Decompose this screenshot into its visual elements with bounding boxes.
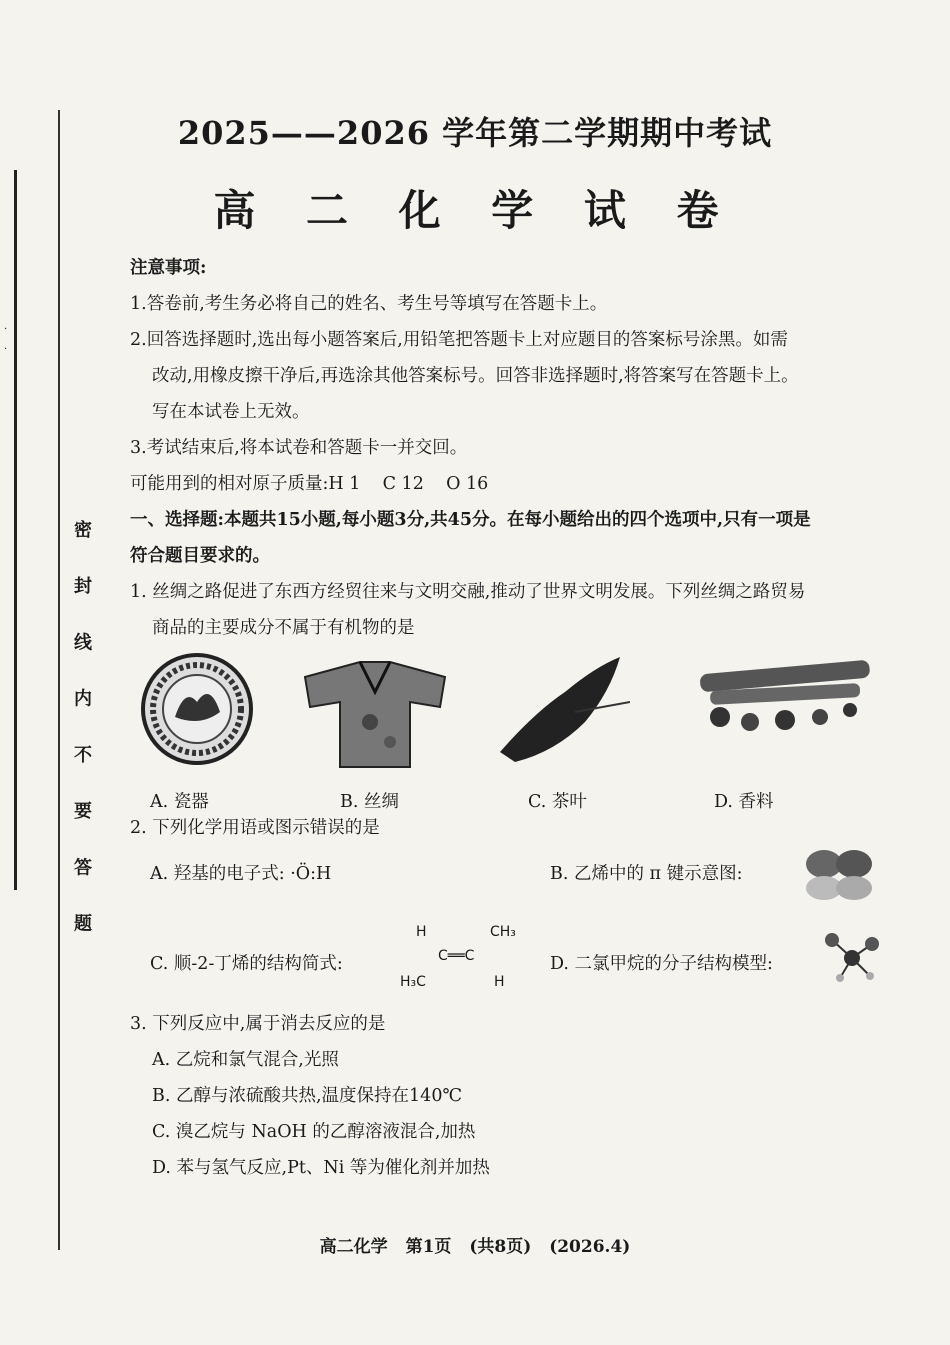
q2-option-d: D. 二氯甲烷的分子结构模型: — [550, 954, 773, 974]
notes-heading: 注意事项: — [130, 258, 207, 278]
q2-option-a: A. 羟基的电子式: ·Ö:H — [150, 864, 332, 884]
q3-option-c: C. 溴乙烷与 NaOH 的乙醇溶液混合,加热 — [152, 1122, 476, 1142]
exam-content — [130, 250, 920, 1186]
note-item: 3.考试结束后,将本试卷和答题卡一并交回。 — [130, 438, 468, 458]
footer-date: (2026.4) — [549, 1237, 631, 1257]
atomic-mass-line: 可能用到的相对原子质量:H 1 C 12 O 16 — [130, 474, 489, 494]
note-item: 2.回答选择题时,选出每小题答案后,用铅笔把答题卡上对应题目的答案标号涂黑。如需 — [130, 330, 788, 350]
margin-dots: · · — [4, 324, 8, 355]
margin-rule-thick — [14, 170, 17, 890]
q1-option-b: B. 丝绸 — [340, 792, 399, 812]
footer-total: (共8页) — [469, 1237, 532, 1257]
dichloromethane-model — [820, 926, 885, 991]
note-item: 写在本试卷上无效。 — [152, 402, 310, 422]
q1-stem: 1. 丝绸之路促进了东西方经贸往来与文明交融,推动了世界文明发展。下列丝绸之路贸易 — [130, 582, 806, 602]
q1-option-a: A. 瓷器 — [150, 792, 209, 812]
tea-leaves-image — [495, 652, 630, 767]
pi-bond-diagram — [802, 846, 877, 901]
porcelain-plate-image — [140, 652, 255, 767]
q2-options: A. 羟基的电子式: ·Ö:H B. 乙烯中的 π 键示意图: C. 顺-2-丁烯的结构简式: H CH₃ C══C H₃C H D. 二氯甲烷的分子结构模型: — [130, 846, 920, 1006]
silk-robe-image — [300, 652, 450, 772]
q1-option-d: D. 香料 — [714, 792, 774, 812]
note-item: 1.答卷前,考生务必将自己的姓名、考生号等填写在答题卡上。 — [130, 294, 608, 314]
q2-option-c: C. 顺-2-丁烯的结构简式: — [150, 954, 343, 974]
q2-option-b: B. 乙烯中的 π 键示意图: — [550, 864, 743, 884]
exam-title: 2025——2026 学年第二学期期中考试 — [177, 114, 773, 152]
q3-stem: 3. 下列反应中,属于消去反应的是 — [130, 1014, 386, 1034]
q3-option-a: A. 乙烷和氯气混合,光照 — [152, 1050, 339, 1070]
footer-subject: 高二化学 — [319, 1237, 388, 1257]
spices-image — [690, 652, 880, 742]
seal-line-notice: 密 封 线 内 不 要 答 题 — [71, 520, 92, 948]
exam-subject-title: 高 二 化 学 试 卷 — [213, 186, 737, 235]
note-item: 改动,用橡皮擦干净后,再选涂其他答案标号。回答非选择题时,将答案写在答题卡上。 — [152, 366, 799, 386]
page-footer — [0, 1232, 950, 1257]
footer-page: 第1页 — [405, 1237, 452, 1257]
section-heading: 一、选择题:本题共15小题,每小题3分,共45分。在每小题给出的四个选项中,只有一项是 — [130, 510, 811, 530]
q1-stem-cont: 商品的主要成分不属于有机物的是 — [152, 618, 415, 638]
section-heading-cont: 符合题目要求的。 — [130, 546, 270, 566]
margin-rule — [58, 110, 60, 1250]
q2-stem: 2. 下列化学用语或图示错误的是 — [130, 818, 380, 838]
q1-option-c: C. 茶叶 — [528, 792, 587, 812]
q3-option-d: D. 苯与氢气反应,Pt、Ni 等为催化剂并加热 — [152, 1158, 490, 1178]
q3-option-b: B. 乙醇与浓硫酸共热,温度保持在140℃ — [152, 1086, 463, 1106]
q1-images — [130, 652, 920, 810]
